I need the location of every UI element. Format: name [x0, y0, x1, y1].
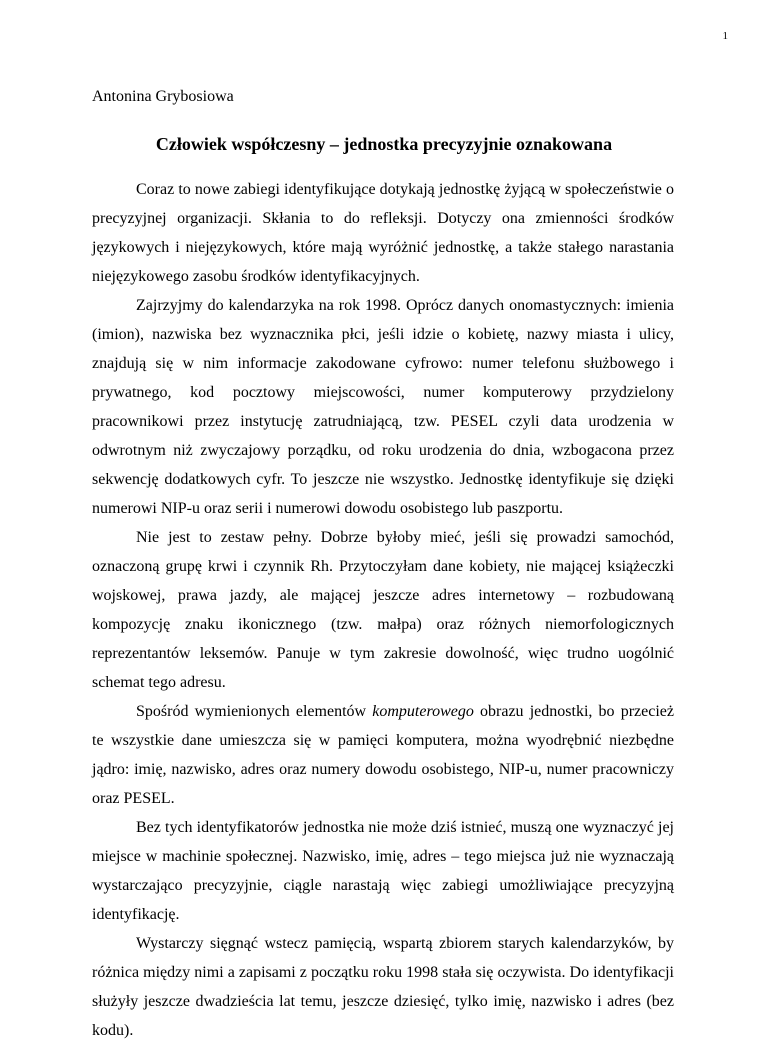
paragraph-6: Wystarczy sięgnąć wstecz pamięcią, wspartą zbiorem starych kalendarzyków, by różnica między nimi a zapisami z początku roku 1998 stała się oczywista. Do identyfikacji służyły jeszcze dwadzieścia lat temu, jeszcze dziesięć, tylko imię, nazwisko i adres (bez kodu). [92, 935, 674, 1039]
italic-term: komputerowego [372, 703, 474, 720]
paragraph-5: Bez tych identyfikatorów jednostka nie może dziś istnieć, muszą one wyznaczyć jej miejsce w machinie społecznej. Nazwisko, imię, adres – tego miejsca już nie wyznaczają wystarczająco precyzyjnie, ciągle narastają więc zabiegi umożliwiające precyzyjną identyfikację. [92, 819, 674, 923]
article-body [92, 175, 674, 1045]
paragraph-1: Coraz to nowe zabiegi identyfikujące dotykają jednostkę żyjącą w społeczeństwie o precyzyjnej organizacji. Skłania to do refleksji. Dotyczy ona zmienności środków językowych i niejęzykowych, które mają wyróżnić jednostkę, a także stałego narastania niejęzykowego zasobu środków identyfikacyjnych. [92, 181, 674, 285]
paragraph-4 [92, 697, 674, 813]
paragraph-2: Zajrzyjmy do kalendarzyka na rok 1998. Oprócz danych onomastycznych: imienia (imion), nazwiska bez wyznacznika płci, jeśli idzie o kobietę, nazwy miasta i ulicy, znajdują się w nim informacje zakodowane cyfrowo: numer telefonu służbowego i prywatnego, kod pocztowy miejscowości, numer komputerowy przydzielony pracownikowi przez instytucję zatrudniającą, tzw. PESEL czyli data urodzenia w odwrotnym niż zwyczajowy porządku, od roku urodzenia do dnia, wzbogacona przez sekwencję dodatkowych cyfr. To jeszcze nie wszystko. Jednostkę identyfikuje się dzięki numerowi NIP-u oraz serii i numerowi dowodu osobistego lub paszportu. [92, 297, 674, 517]
page-number: 1 [722, 30, 728, 42]
article-title: Człowiek współczesny – jednostka precyzyjnie oznakowana [155, 134, 613, 154]
author-name: Antonina Grybosiowa [92, 88, 234, 105]
paragraph-3: Nie jest to zestaw pełny. Dobrze byłoby mieć, jeśli się prowadzi samochód, oznaczoną grupę krwi i czynnik Rh. Przytoczyłam dane kobiety, nie mającej książeczki wojskowej, prawa jazdy, ale mającej jeszcze adres internetowy – rozbudowaną kompozycję znaku ikonicznego (tzw. małpa) oraz różnych niemorfologicznych reprezentantów leksemów. Panuje w tym zakresie dowolność, więc trudno uogólnić schemat tego adresu. [92, 529, 674, 691]
paragraph-4-end: obrazu jednostki, bo przecież te wszystkie dane umieszcza się w pamięci komputera, można wyodrębnić niezbędne jądro: imię, nazwisko, adres oraz numery dowodu osobistego, NIP-u, numer pracowniczy oraz PESEL. [92, 703, 674, 807]
paragraph-4-start: Spośród wymienionych elementów [136, 703, 373, 720]
